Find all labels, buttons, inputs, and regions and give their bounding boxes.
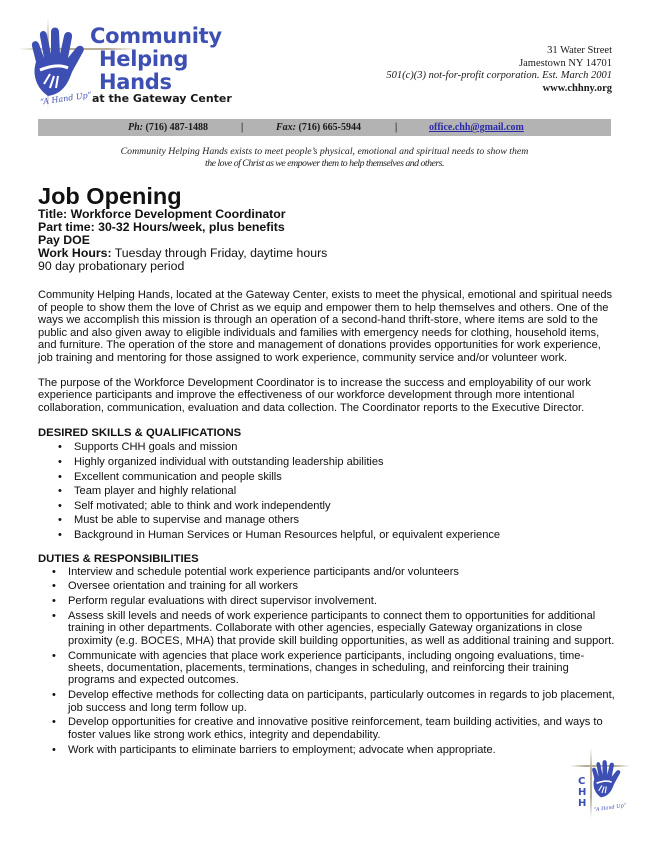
org-name-line: Community: [90, 24, 222, 48]
bullet-icon: •: [58, 470, 62, 483]
footer-tagline: “A Hand Up”: [593, 802, 627, 814]
list-item: • Excellent communication and people skills: [58, 470, 282, 483]
website-link[interactable]: www.chhny.org: [542, 82, 612, 94]
org-location: at the Gateway Center: [92, 92, 232, 105]
list-item: • Interview and schedule potential work experience participants and/or volunteers: [52, 565, 459, 578]
bullet-icon: •: [58, 441, 62, 454]
bullet-icon: •: [58, 528, 62, 541]
bullet-icon: •: [52, 595, 56, 608]
bullet-icon: •: [58, 499, 62, 512]
bullet-icon: •: [52, 716, 56, 729]
list-item: • Must be able to supervise and manage others: [58, 514, 300, 527]
bullet-icon: •: [52, 743, 56, 756]
list-item: • Develop opportunities for creative and innovative positive reinforcement, team building activities, and ways to foster values like strong work ethics, integrity and dependability.: [52, 716, 603, 741]
address-street: 31 Water Street: [547, 45, 612, 56]
work-hours-label: Work Hours:: [38, 246, 112, 260]
separator: |: [241, 122, 244, 133]
org-name-line: Helping: [99, 47, 189, 71]
role-purpose: The purpose of the Workforce Development Coordinator is to increase the success and employability of our work experience participants and improve the effectiveness of our workforce development through more intentional collaboration, communication, evaluation and data collection. The Coordinator reports to the Executive Director.: [38, 376, 591, 414]
fax-number: (716) 665-5944: [298, 122, 361, 133]
list-item: • Highly organized individual with outstanding leadership abilities: [58, 455, 384, 468]
mission-line: the love of Christ as we empower them to help themselves and others.: [205, 157, 444, 169]
job-hours-per-week: Part time: 30-32 Hours/week, plus benefits: [38, 220, 285, 234]
bullet-icon: •: [52, 565, 56, 578]
list-item: • Background in Human Services or Human Resources helpful, or equivalent experience: [58, 528, 501, 541]
skills-heading: DESIRED SKILLS & QUALIFICATIONS: [38, 427, 242, 440]
phone-number: (716) 487-1488: [145, 122, 208, 133]
list-item: • Oversee orientation and training for all workers: [52, 580, 299, 593]
list-item: • Assess skill levels and needs of work experience participants to connect them to opportunities for additional training in other departments. Collaborate with other agencies, especially Gateway organizations in close proximity (e.g. BOCES, MHA) that provide skill building opportunities, as well as additional training and support.: [52, 609, 615, 647]
bullet-icon: •: [52, 689, 56, 702]
email-link[interactable]: office.chh@gmail.com: [429, 122, 524, 133]
org-name: [90, 25, 222, 94]
nonprofit-status: 501(c)(3) not-for-profit corporation. Est. March 2001: [386, 70, 612, 81]
duties-list: [38, 566, 618, 756]
logo-tagline: “A Hand Up”: [39, 90, 93, 107]
separator: |: [395, 122, 398, 133]
job-posting: [38, 184, 618, 758]
mission-statement: [38, 146, 611, 169]
job-pay: Pay DOE: [38, 233, 90, 247]
org-description: Community Helping Hands, located at the Gateway Center, exists to meet the physical, emotional and spiritual needs of people to show them the love of Christ as we equip and empower them to help themselves and others. One of the ways we accomplish this mission is through an operation of a second-hand thrift-store, where items are sold to the public and also given away to eligible individuals and families with emergency needs for clothing, household items, and furniture. The operation of the store and management of donations provides opportunities for work experience, job training and mentoring for those assigned to work experience, community service and/or volunteer work.: [38, 289, 613, 364]
job-summary: [38, 208, 618, 273]
list-item: • Develop effective methods for collecting data on participants, particularly outcomes in regards to job placement, job success and long term follow up.: [52, 689, 615, 714]
fax-label: Fax:: [276, 122, 296, 133]
work-hours-value: Tuesday through Friday, daytime hours: [111, 246, 328, 260]
address-block: [386, 45, 612, 95]
list-item: • Perform regular evaluations with direct supervisor involvement.: [52, 595, 377, 608]
footer-hand-logo-icon: [590, 755, 628, 805]
list-item: • Self motivated; able to think and work independently: [58, 499, 331, 512]
job-title: Title: Workforce Development Coordinator: [38, 207, 286, 221]
bullet-icon: •: [52, 580, 56, 593]
fax: [276, 122, 361, 133]
footer-initials: C H H: [578, 776, 587, 809]
bullet-icon: •: [58, 514, 62, 527]
bullet-icon: •: [58, 455, 62, 468]
probation-period: 90 day probationary period: [38, 259, 185, 273]
bullet-icon: •: [58, 485, 62, 498]
org-name-line: Hands: [99, 70, 172, 94]
bullet-icon: •: [52, 609, 56, 622]
phone-label: Ph:: [128, 122, 143, 133]
address-city: Jamestown NY 14701: [519, 57, 612, 69]
phone: [128, 122, 208, 133]
contact-bar: [38, 119, 611, 136]
duties-heading: DUTIES & RESPONSIBILITIES: [38, 552, 199, 565]
list-item: • Communicate with agencies that place work experience participants, including ongoing evaluations, time-sheets, documentation, placements, terminations, changes in scheduling, and reinforcing their training programs and expected outcomes.: [52, 649, 585, 687]
list-item: • Team player and highly relational: [58, 485, 237, 498]
bullet-icon: •: [52, 649, 56, 662]
mission-line: Community Helping Hands exists to meet people’s physical, emotional and spiritual needs to show them: [120, 146, 529, 157]
list-item: • Supports CHH goals and mission: [58, 441, 238, 454]
page-title: Job Opening: [38, 183, 182, 209]
list-item: • Work with participants to eliminate barriers to employment; advocate when appropriate.: [52, 743, 496, 756]
skills-list: [38, 440, 618, 542]
